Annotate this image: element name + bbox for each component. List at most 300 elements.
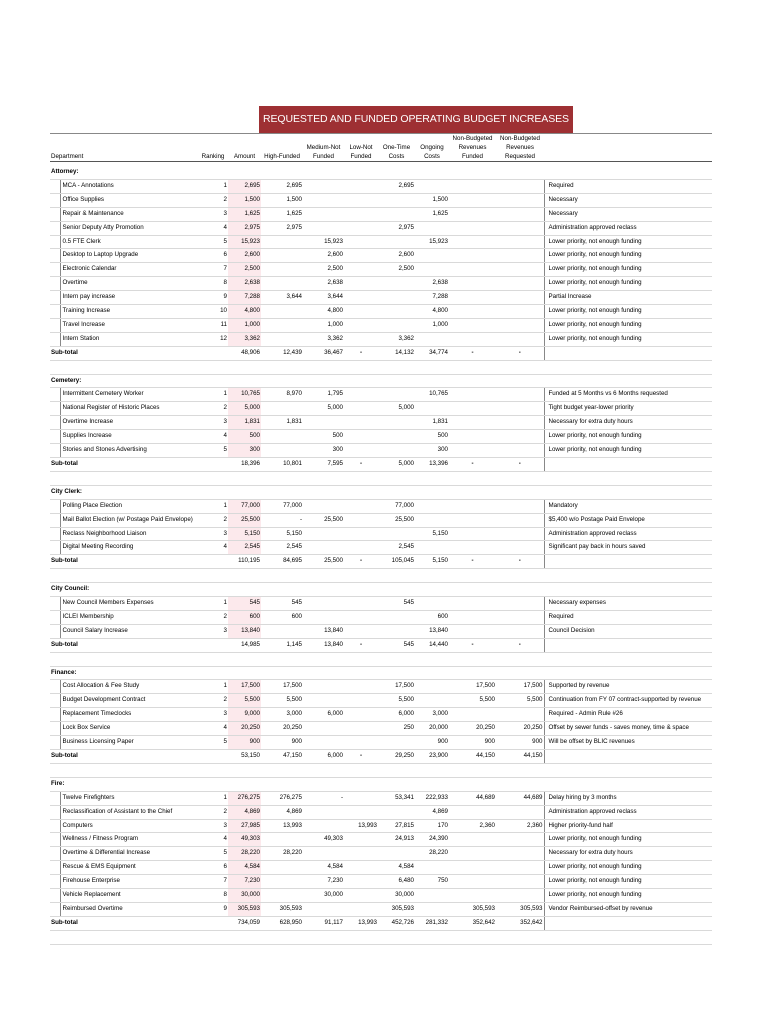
note: Lower priority, not enough funding (544, 833, 712, 847)
empty-cell (228, 485, 261, 499)
nb-revenues-requested (496, 277, 544, 291)
empty-cell (378, 583, 415, 597)
ongoing-costs: 10,765 (415, 388, 449, 402)
indent-cell (50, 221, 60, 235)
medium-not-funded (303, 207, 344, 221)
one-time-costs: 4,584 (378, 861, 415, 875)
note: Lower priority, not enough funding (544, 875, 712, 889)
one-time-costs (378, 805, 415, 819)
nb-revenues-funded (449, 430, 496, 444)
ongoing-costs: 7,288 (415, 291, 449, 305)
subtotal-label: Sub-total (50, 555, 198, 569)
ongoing-costs: 1,831 (415, 416, 449, 430)
subtotal-label: Sub-total (50, 638, 198, 652)
subtotal-medium-not-funded: 7,595 (303, 458, 344, 472)
item-label: Rescue & EMS Equipment (60, 861, 198, 875)
high-funded: 1,625 (261, 207, 303, 221)
table-row (50, 819, 712, 833)
medium-not-funded (303, 193, 344, 207)
medium-not-funded (303, 694, 344, 708)
nb-revenues-requested (496, 513, 544, 527)
subtotal-row (50, 346, 712, 360)
indent-cell (50, 861, 60, 875)
nb-revenues-funded (449, 402, 496, 416)
low-not-funded (344, 722, 378, 736)
table-row (50, 722, 712, 736)
nb-revenues-funded (449, 513, 496, 527)
amount: 1,831 (228, 416, 261, 430)
nb-revenues-requested (496, 861, 544, 875)
subtotal-nb-revenues-requested: 352,642 (496, 916, 544, 930)
empty-cell (198, 777, 228, 791)
one-time-costs: 17,500 (378, 680, 415, 694)
table-row (50, 444, 712, 458)
nb-revenues-funded: 44,689 (449, 791, 496, 805)
subtotal-nb-revenues-funded: - (449, 346, 496, 360)
amount: 300 (228, 444, 261, 458)
amount: 4,584 (228, 861, 261, 875)
table-row (50, 694, 712, 708)
note: Vendor Reimbursed-offset by revenue (544, 902, 712, 916)
subtotal-low-not-funded: - (344, 638, 378, 652)
item-label: New Council Members Expenses (60, 597, 198, 611)
high-funded: 13,993 (261, 819, 303, 833)
subtotal-medium-not-funded: 6,000 (303, 750, 344, 764)
nb-revenues-requested (496, 388, 544, 402)
item-label: Firehouse Enterprise (60, 875, 198, 889)
section-heading-row (50, 166, 712, 179)
low-not-funded (344, 499, 378, 513)
nb-revenues-funded: 17,500 (449, 680, 496, 694)
nb-revenues-funded (449, 861, 496, 875)
ongoing-costs: 13,840 (415, 624, 449, 638)
subtotal-ongoing-costs: 281,332 (415, 916, 449, 930)
nb-revenues-requested (496, 221, 544, 235)
empty-cell (228, 374, 261, 388)
section-heading-row (50, 666, 712, 680)
table-row (50, 875, 712, 889)
item-label: Reimbursed Overtime (60, 902, 198, 916)
item-label: Wellness / Fitness Program (60, 833, 198, 847)
note: Funded at 5 Months vs 6 Months requested (544, 388, 712, 402)
empty-cell (415, 166, 449, 179)
item-label: Polling Place Election (60, 499, 198, 513)
one-time-costs (378, 235, 415, 249)
medium-not-funded (303, 819, 344, 833)
empty-cell (228, 583, 261, 597)
one-time-costs: 77,000 (378, 499, 415, 513)
subtotal-note (544, 555, 712, 569)
empty-cell (228, 777, 261, 791)
amount: 1,625 (228, 207, 261, 221)
nb-revenues-requested (496, 235, 544, 249)
table-row (50, 221, 712, 235)
amount: 2,638 (228, 277, 261, 291)
indent-cell (50, 402, 60, 416)
nb-revenues-requested (496, 179, 544, 193)
note: Council Decision (544, 624, 712, 638)
high-funded: 20,250 (261, 722, 303, 736)
ongoing-costs (415, 889, 449, 903)
item-label: Stories and Stones Advertising (60, 444, 198, 458)
ongoing-costs: 15,923 (415, 235, 449, 249)
empty-cell (544, 485, 712, 499)
nb-revenues-requested (496, 499, 544, 513)
table-row (50, 847, 712, 861)
low-not-funded (344, 889, 378, 903)
high-funded (261, 249, 303, 263)
table-row (50, 318, 712, 332)
ranking: 3 (198, 708, 228, 722)
low-not-funded (344, 680, 378, 694)
table-body (50, 93, 712, 944)
medium-not-funded: 300 (303, 444, 344, 458)
medium-not-funded: - (303, 791, 344, 805)
low-not-funded (344, 318, 378, 332)
ongoing-costs: 2,638 (415, 277, 449, 291)
ranking: 1 (198, 179, 228, 193)
low-not-funded (344, 263, 378, 277)
subtotal-one-time-costs: 452,726 (378, 916, 415, 930)
subtotal-high-funded: 12,439 (261, 346, 303, 360)
low-not-funded (344, 736, 378, 750)
section-heading-row (50, 374, 712, 388)
ongoing-costs: 4,800 (415, 305, 449, 319)
note: Required (544, 179, 712, 193)
nb-revenues-funded (449, 833, 496, 847)
ongoing-costs (415, 263, 449, 277)
note: Tight budget year-lower priority (544, 402, 712, 416)
empty-cell (303, 777, 344, 791)
note: Lower priority, not enough funding (544, 263, 712, 277)
empty-cell (261, 666, 303, 680)
subtotal-nb-revenues-requested: - (496, 458, 544, 472)
note: Partial Increase (544, 291, 712, 305)
empty-cell (198, 666, 228, 680)
nb-revenues-funded (449, 193, 496, 207)
ranking: 4 (198, 221, 228, 235)
subtotal-label: Sub-total (50, 750, 198, 764)
ranking: 3 (198, 416, 228, 430)
medium-not-funded: 49,303 (303, 833, 344, 847)
item-label: Cost Allocation & Fee Study (60, 680, 198, 694)
amount: 2,975 (228, 221, 261, 235)
amount: 15,923 (228, 235, 261, 249)
empty-cell (449, 666, 496, 680)
ranking: 3 (198, 527, 228, 541)
one-time-costs (378, 277, 415, 291)
nb-revenues-funded: 2,360 (449, 819, 496, 833)
medium-not-funded: 3,362 (303, 332, 344, 346)
table-row (50, 624, 712, 638)
amount: 5,000 (228, 402, 261, 416)
one-time-costs: 27,815 (378, 819, 415, 833)
indent-cell (50, 416, 60, 430)
section-name: City Council: (50, 583, 198, 597)
nb-revenues-requested (496, 402, 544, 416)
ongoing-costs: 170 (415, 819, 449, 833)
nb-revenues-funded (449, 416, 496, 430)
col-header-department: Department (50, 134, 198, 162)
low-not-funded (344, 597, 378, 611)
note: Administration approved reclass (544, 221, 712, 235)
item-label: Digital Meeting Recording (60, 541, 198, 555)
empty-cell (378, 485, 415, 499)
one-time-costs (378, 736, 415, 750)
spacer-cell (50, 763, 712, 777)
ongoing-costs (415, 680, 449, 694)
one-time-costs (378, 624, 415, 638)
medium-not-funded (303, 499, 344, 513)
table-row (50, 527, 712, 541)
amount: 3,362 (228, 332, 261, 346)
ongoing-costs: 300 (415, 444, 449, 458)
item-label: Business Licensing Paper (60, 736, 198, 750)
note: Offset by sewer funds - saves money, time & space (544, 722, 712, 736)
spacer-row (50, 360, 712, 374)
low-not-funded (344, 875, 378, 889)
subtotal-low-not-funded: - (344, 555, 378, 569)
indent-cell (50, 805, 60, 819)
amount: 77,000 (228, 499, 261, 513)
amount: 25,500 (228, 513, 261, 527)
empty-cell (378, 666, 415, 680)
amount: 7,230 (228, 875, 261, 889)
medium-not-funded: 6,000 (303, 708, 344, 722)
indent-cell (50, 694, 60, 708)
amount: 1,000 (228, 318, 261, 332)
low-not-funded (344, 847, 378, 861)
subtotal-amount: 734,059 (228, 916, 261, 930)
nb-revenues-funded: 305,593 (449, 902, 496, 916)
ongoing-costs: 750 (415, 875, 449, 889)
empty-cell (378, 777, 415, 791)
nb-revenues-funded (449, 221, 496, 235)
ongoing-costs: 500 (415, 430, 449, 444)
nb-revenues-funded (449, 527, 496, 541)
medium-not-funded (303, 610, 344, 624)
indent-cell (50, 847, 60, 861)
subtotal-amount: 14,985 (228, 638, 261, 652)
item-label: Overtime Increase (60, 416, 198, 430)
low-not-funded (344, 541, 378, 555)
indent-cell (50, 833, 60, 847)
item-label: MCA - Annotations (60, 179, 198, 193)
medium-not-funded (303, 416, 344, 430)
indent-cell (50, 722, 60, 736)
subtotal-ongoing-costs: 13,396 (415, 458, 449, 472)
section-name: Cemetery: (50, 374, 198, 388)
amount: 600 (228, 610, 261, 624)
low-not-funded (344, 193, 378, 207)
nb-revenues-requested (496, 291, 544, 305)
table-row (50, 833, 712, 847)
item-label: Overtime (60, 277, 198, 291)
section-name: Finance: (50, 666, 198, 680)
table-row (50, 902, 712, 916)
ongoing-costs: 1,000 (415, 318, 449, 332)
nb-revenues-funded (449, 889, 496, 903)
nb-revenues-funded (449, 179, 496, 193)
nb-revenues-funded (449, 263, 496, 277)
empty-cell (344, 583, 378, 597)
ranking: 2 (198, 694, 228, 708)
ranking: 7 (198, 263, 228, 277)
subtotal-ranking (198, 750, 228, 764)
subtotal-note (544, 750, 712, 764)
table-row (50, 277, 712, 291)
empty-cell (261, 485, 303, 499)
nb-revenues-requested: 5,500 (496, 694, 544, 708)
subtotal-low-not-funded: - (344, 458, 378, 472)
table-row (50, 305, 712, 319)
nb-revenues-requested (496, 610, 544, 624)
note: Necessary (544, 193, 712, 207)
one-time-costs: 545 (378, 597, 415, 611)
nb-revenues-requested (496, 444, 544, 458)
ranking: 8 (198, 889, 228, 903)
medium-not-funded: 30,000 (303, 889, 344, 903)
amount: 10,765 (228, 388, 261, 402)
indent-cell (50, 597, 60, 611)
table-row (50, 499, 712, 513)
amount: 28,220 (228, 847, 261, 861)
note: Lower priority, not enough funding (544, 305, 712, 319)
nb-revenues-funded (449, 541, 496, 555)
table-row (50, 332, 712, 346)
nb-revenues-requested (496, 833, 544, 847)
item-label: Supplies Increase (60, 430, 198, 444)
high-funded: 8,970 (261, 388, 303, 402)
item-label: Council Salary Increase (60, 624, 198, 638)
ranking: 8 (198, 277, 228, 291)
ranking: 2 (198, 193, 228, 207)
high-funded: 5,150 (261, 527, 303, 541)
note: Administration approved reclass (544, 805, 712, 819)
amount: 7,288 (228, 291, 261, 305)
item-label: Replacement Timeclocks (60, 708, 198, 722)
high-funded: 3,644 (261, 291, 303, 305)
low-not-funded (344, 694, 378, 708)
item-label: Lock Box Service (60, 722, 198, 736)
empty-cell (198, 374, 228, 388)
high-funded (261, 263, 303, 277)
empty-cell (303, 583, 344, 597)
table-row (50, 179, 712, 193)
high-funded: 3,000 (261, 708, 303, 722)
note: Lower priority, not enough funding (544, 318, 712, 332)
subtotal-low-not-funded: 13,993 (344, 916, 378, 930)
item-label: Twelve Firefighters (60, 791, 198, 805)
section-name: City Clerk: (50, 485, 198, 499)
ongoing-costs (415, 513, 449, 527)
ongoing-costs (415, 221, 449, 235)
low-not-funded (344, 527, 378, 541)
subtotal-medium-not-funded: 25,500 (303, 555, 344, 569)
subtotal-medium-not-funded: 36,467 (303, 346, 344, 360)
empty-cell (496, 374, 544, 388)
subtotal-note (544, 346, 712, 360)
column-header-row (50, 134, 712, 162)
empty-cell (544, 777, 712, 791)
note: Lower priority, not enough funding (544, 889, 712, 903)
item-label: ICLEI Membership (60, 610, 198, 624)
medium-not-funded (303, 221, 344, 235)
subtotal-ongoing-costs: 5,150 (415, 555, 449, 569)
amount: 305,593 (228, 902, 261, 916)
item-label: Repair & Maintenance (60, 207, 198, 221)
high-funded: 2,545 (261, 541, 303, 555)
ongoing-costs (415, 332, 449, 346)
high-funded (261, 624, 303, 638)
high-funded: - (261, 513, 303, 527)
nb-revenues-requested (496, 541, 544, 555)
nb-revenues-funded (449, 332, 496, 346)
ongoing-costs: 600 (415, 610, 449, 624)
indent-cell (50, 263, 60, 277)
nb-revenues-requested (496, 889, 544, 903)
nb-revenues-funded (449, 875, 496, 889)
high-funded: 900 (261, 736, 303, 750)
low-not-funded (344, 861, 378, 875)
amount: 1,500 (228, 193, 261, 207)
spacer-cell (50, 360, 712, 374)
medium-not-funded (303, 597, 344, 611)
indent-cell (50, 680, 60, 694)
subtotal-one-time-costs: 5,000 (378, 458, 415, 472)
medium-not-funded: 7,230 (303, 875, 344, 889)
ranking: 1 (198, 791, 228, 805)
ongoing-costs: 28,220 (415, 847, 449, 861)
indent-cell (50, 249, 60, 263)
indent-cell (50, 318, 60, 332)
ongoing-costs: 900 (415, 736, 449, 750)
col-header-medium-not-funded: Medium-Not Funded (303, 134, 344, 162)
nb-revenues-requested (496, 263, 544, 277)
subtotal-high-funded: 10,801 (261, 458, 303, 472)
nb-revenues-funded (449, 235, 496, 249)
nb-revenues-requested: 900 (496, 736, 544, 750)
one-time-costs (378, 444, 415, 458)
ranking: 5 (198, 847, 228, 861)
item-label: Mail Ballot Election (w/ Postage Paid Envelope) (60, 513, 198, 527)
ongoing-costs: 24,390 (415, 833, 449, 847)
section-name: Fire: (50, 777, 198, 791)
ranking: 4 (198, 430, 228, 444)
high-funded: 305,593 (261, 902, 303, 916)
nb-revenues-funded (449, 805, 496, 819)
note: Lower priority, not enough funding (544, 430, 712, 444)
ranking: 5 (198, 736, 228, 750)
subtotal-ranking (198, 458, 228, 472)
section-heading-row (50, 485, 712, 499)
high-funded: 1,831 (261, 416, 303, 430)
low-not-funded (344, 610, 378, 624)
subtotal-low-not-funded: - (344, 750, 378, 764)
indent-cell (50, 388, 60, 402)
one-time-costs (378, 416, 415, 430)
amount: 5,500 (228, 694, 261, 708)
spacer-cell (50, 471, 712, 485)
low-not-funded (344, 624, 378, 638)
ongoing-costs: 1,625 (415, 207, 449, 221)
nb-revenues-funded (449, 847, 496, 861)
ongoing-costs (415, 179, 449, 193)
empty-cell (378, 166, 415, 179)
subtotal-amount: 110,195 (228, 555, 261, 569)
ongoing-costs: 3,000 (415, 708, 449, 722)
budget-table (50, 93, 712, 945)
